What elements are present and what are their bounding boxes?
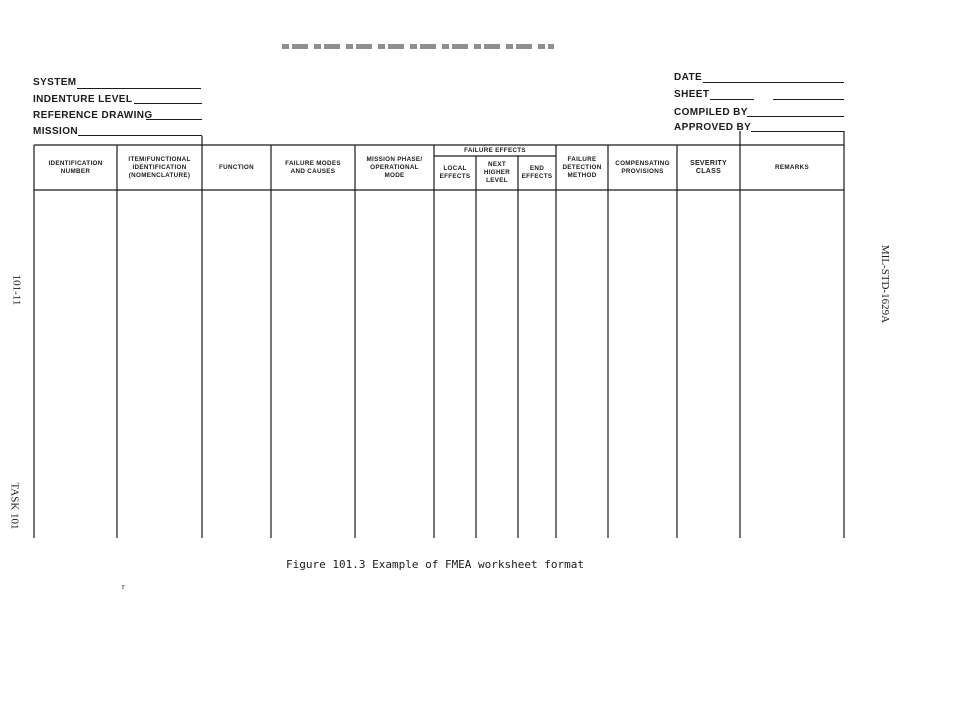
col-header-identification-number: IDENTIFICATION NUMBER	[48, 159, 103, 175]
date-label: DATE	[674, 72, 703, 83]
col-header-severity-class: SEVERITY CLASS	[689, 159, 728, 175]
page-number-label: 101-11	[10, 274, 23, 306]
col-header-next-higher-level: NEXT HIGHER LEVEL	[483, 161, 511, 184]
col-header-failure-effects-group: FAILURE EFFECTS	[464, 146, 526, 154]
figure-caption: Figure 101.3 Example of FMEA worksheet format	[286, 558, 585, 571]
indenture-level-label: INDENTURE LEVEL	[33, 94, 133, 105]
col-header-function: FUNCTION	[219, 163, 254, 171]
col-header-compensating-provisions: COMPENSATING PROVISIONS	[615, 159, 670, 175]
col-header-failure-modes-and-causes: FAILURE MODES AND CAUSES	[285, 159, 341, 175]
col-header-mission-phase: MISSION PHASE/ OPERATIONAL MODE	[366, 155, 423, 179]
col-header-item-functional-identification: ITEM/FUNCTIONAL IDENTIFICATION (NOMENCLATURE)	[128, 155, 191, 179]
col-header-end-effects: END EFFECTS	[521, 165, 553, 180]
stray-mark: r	[122, 582, 125, 591]
sheet-label: SHEET	[674, 89, 710, 100]
reference-drawing-label: REFERENCE DRAWING	[33, 110, 153, 121]
system-label: SYSTEM	[33, 77, 77, 88]
standard-label: MIL-STD-1629A	[879, 244, 892, 324]
mission-label: MISSION	[33, 126, 79, 137]
col-header-local-effects: LOCAL EFFECTS	[439, 165, 471, 180]
approved-by-label: APPROVED BY	[674, 122, 752, 133]
compiled-by-label: COMPILED BY	[674, 107, 748, 118]
col-header-failure-detection-method: FAILURE DETECTION METHOD	[562, 155, 602, 179]
col-header-remarks: REMARKS	[775, 163, 809, 171]
task-label: TASK 101	[8, 482, 21, 530]
